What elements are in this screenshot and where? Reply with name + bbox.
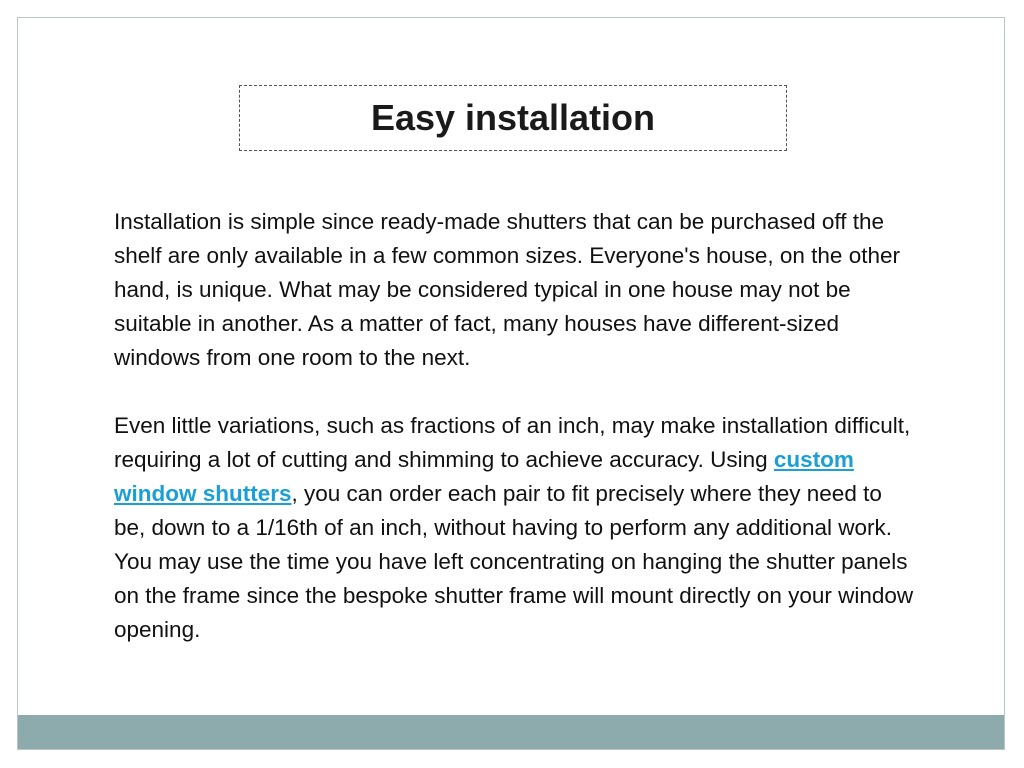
slide-frame	[17, 17, 1005, 750]
footer-bar	[18, 715, 1004, 749]
custom-window-shutters-link[interactable]: custom window shutters	[114, 447, 854, 506]
paragraph-2-before-link: Even little variations, such as fractions of an inch, may make installation difficult, requiring a lot of cutting and shimming to achieve accuracy. Using	[114, 413, 911, 472]
paragraph-1: Installation is simple since ready-made shutters that can be purchased off the shelf are only available in a few common sizes. Everyone's house, on the other hand, is unique. What may be considered typical in one house may not be suitable in another. As a matter of fact, many houses have different-sized windows from one room to the next.	[114, 209, 900, 370]
paragraph-2-after-link: , you can order each pair to fit precisely where they need to be, down to a 1/16th of an inch, without having to perform any additional work. You may use the time you have left concentrating on hanging the shutter panels on the frame since the bespoke shutter frame will mount directly on your window opening.	[114, 481, 914, 642]
body-text	[114, 205, 914, 647]
paragraph-2	[114, 409, 914, 647]
slide-title: Easy installation	[370, 97, 656, 138]
title-box	[239, 85, 787, 151]
